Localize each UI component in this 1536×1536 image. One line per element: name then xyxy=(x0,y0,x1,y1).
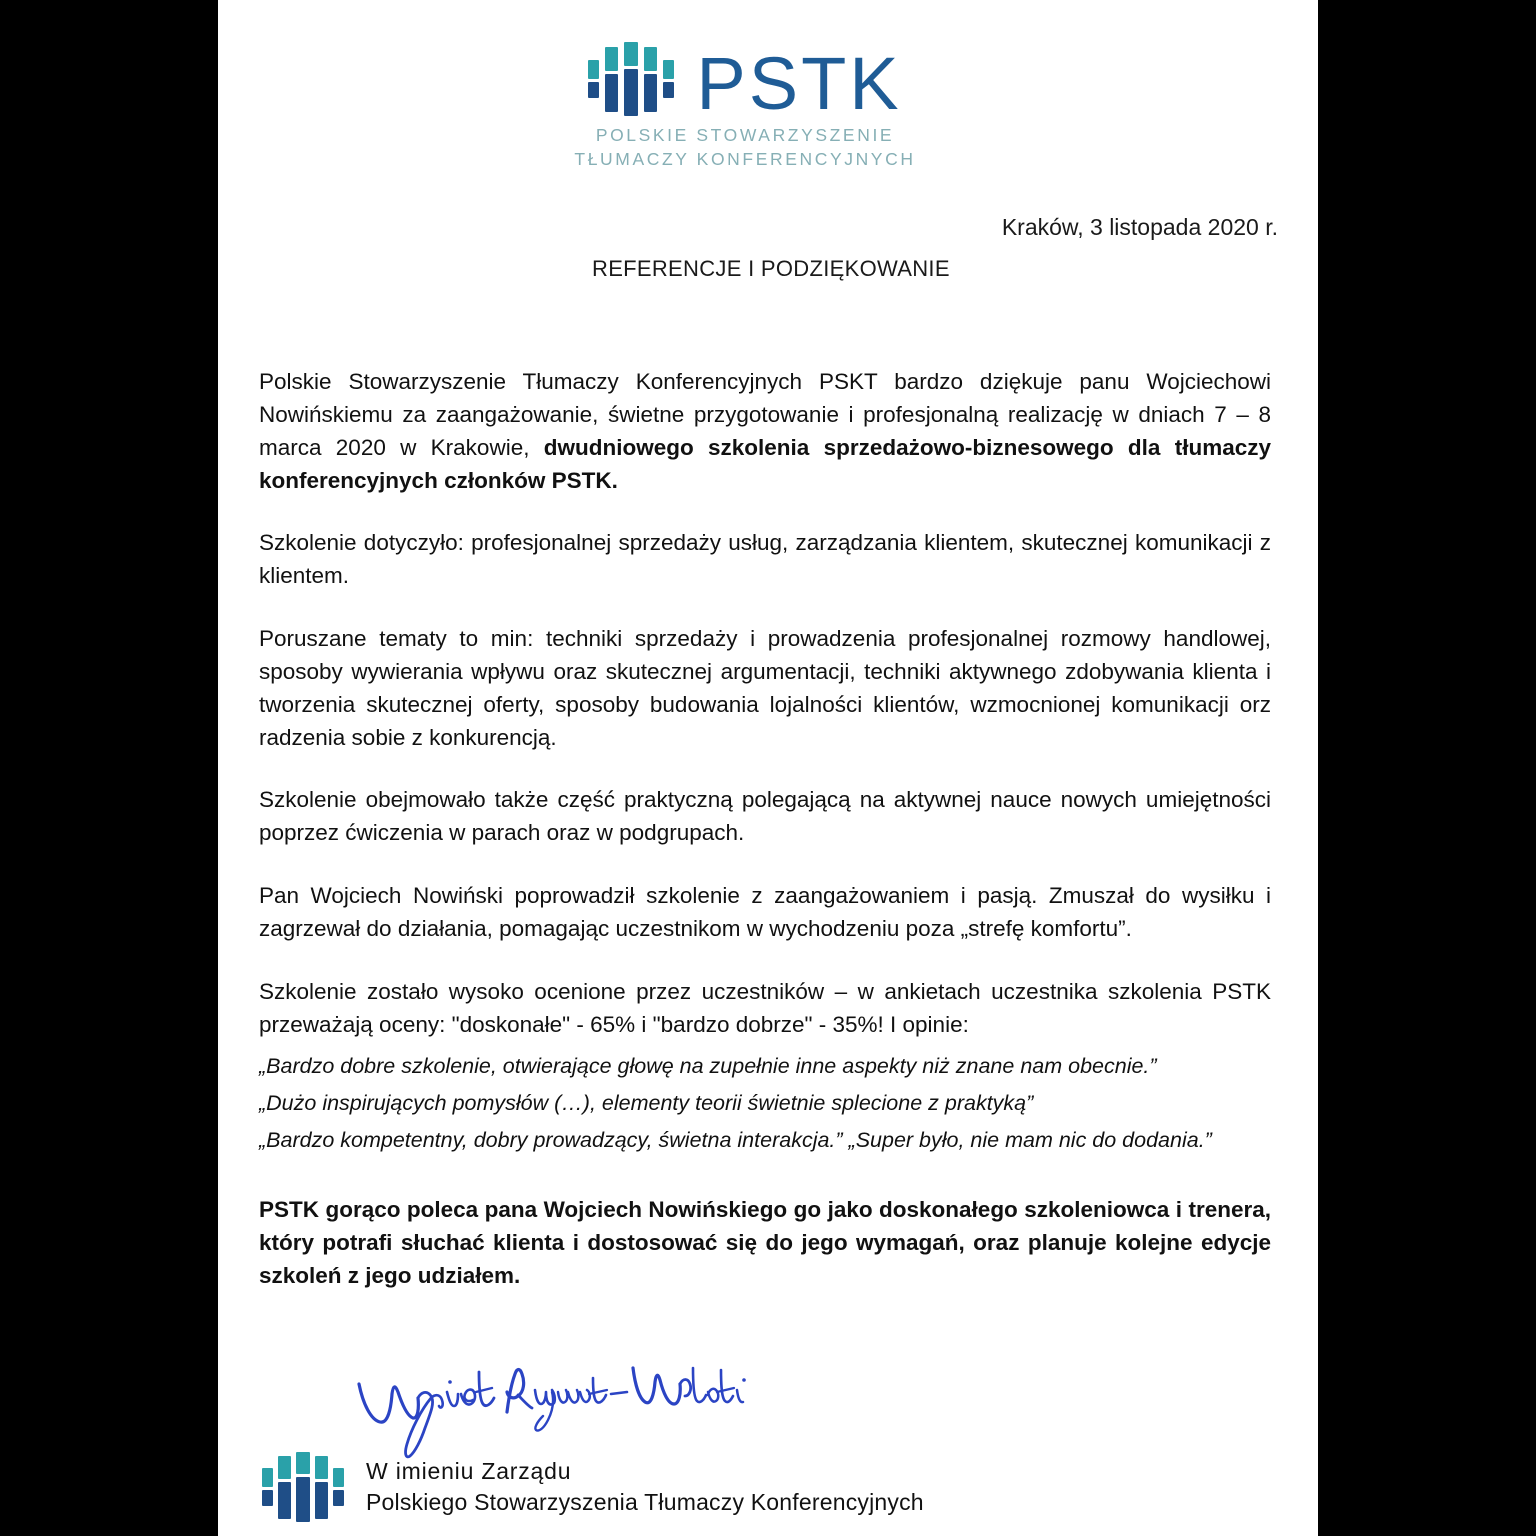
footer-bar-navy xyxy=(296,1477,310,1522)
footer-bar-navy xyxy=(333,1490,344,1506)
logo-bar-column-2 xyxy=(605,42,618,116)
logo-top-row xyxy=(570,38,920,125)
logo-wordmark: PSTK xyxy=(696,41,902,125)
paragraph-trainer: Pan Wojciech Nowiński poprowadził szkolenie z zaangażowaniem i pasją. Zmuszał do wysiłku i zagrzewał do działania, pomagając uczestnikom w wychodzeniu poza „strefę komfortu”. xyxy=(259,883,1271,941)
paragraph-topics: Poruszane tematy to min: techniki sprzedaży i prowadzenia profesjonalnej rozmowy handlowej, sposoby wywierania wpływu oraz skutecznej argumentacji, techniki aktywnego zdobywania klienta i tworzenia skutecznej oferty, sposoby budowania lojalności klientów, wzmocnionej komunikacji orz radzenia sobie z konkurencją. xyxy=(259,626,1271,750)
paragraph-intro-highlight: dwudniowego szkolenia sprzedażowo-biznesowego dla tłumaczy konferencyjnych członków PSTK. xyxy=(259,434,1271,493)
logo-bar-navy xyxy=(663,82,674,98)
footer-bar-column-3 xyxy=(296,1452,310,1522)
logo-tagline-line-1: POLSKIE STOWARZYSZENIE xyxy=(595,125,895,145)
footer-bar-column-5 xyxy=(333,1452,344,1522)
footer-bar-teal xyxy=(262,1468,273,1487)
footer-line-2: Polskiego Stowarzyszenia Tłumaczy Konferencyjnych xyxy=(366,1489,924,1515)
paragraph-ratings: Szkolenie zostało wysoko ocenione przez uczestników – w ankietach uczestnika szkolenia PSTK przeważają oceny: "doskonałe" - 65% i "bardzo dobrze" - 35%! I opinie: xyxy=(259,978,1271,1037)
paragraph-practical: Szkolenie obejmowało także część praktyczną polegającą na aktywnej nauce nowych umiejętności poprzez ćwiczenia w parach oraz w podgrupach. xyxy=(259,787,1271,846)
logo-bar-navy xyxy=(644,74,657,112)
paragraph-scope: Szkolenie dotyczyło: profesjonalnej sprzedaży usług, zarządzania klientem, skutecznej komunikacji z klientem. xyxy=(259,530,1271,589)
logo-bar-navy xyxy=(588,82,599,98)
logo-bar-navy xyxy=(605,74,618,112)
document-date: Kraków, 3 listopada 2020 r. xyxy=(1001,214,1278,240)
logo-bar-navy xyxy=(624,69,638,116)
logo-bar-column-1 xyxy=(588,42,599,116)
paragraph-intro xyxy=(259,366,1271,497)
document-page xyxy=(218,0,1318,1536)
pstk-logo xyxy=(570,38,920,171)
equalizer-bars-icon xyxy=(588,42,674,116)
logo-bar-teal xyxy=(588,60,599,79)
logo-bar-column-3 xyxy=(624,42,638,116)
paragraph-recommendation: PSTK gorąco poleca pana Wojciech Nowińskiego go jako doskonałego szkoleniowca i trenera, który potrafi słuchać klienta i dostosować się do jego wymagań, oraz planuje kolejne edycje szkoleń z jego udziałem. xyxy=(259,1197,1271,1288)
testimonial-quote-2: „Dużo inspirujących pomysłów (…), elementy teorii świetnie splecione z praktyką” xyxy=(259,1090,1034,1115)
logo-bar-teal xyxy=(624,42,638,66)
footer-bar-column-4 xyxy=(315,1452,328,1522)
footer-bar-teal xyxy=(315,1456,328,1479)
footer-bar-column-1 xyxy=(262,1452,273,1522)
testimonial-quote-1: „Bardzo dobre szkolenie, otwierające głowę na zupełnie inne aspekty niż znane nam obecnie.” xyxy=(259,1053,1157,1078)
footer-bar-navy xyxy=(315,1482,328,1519)
footer-bar-teal xyxy=(333,1468,344,1487)
testimonial-quote-3: „Bardzo kompetentny, dobry prowadzący, świetna interakcja.” „Super było, nie mam nic do dodania.” xyxy=(259,1128,1212,1152)
footer-equalizer-bars-icon xyxy=(262,1452,344,1522)
footer-bar-teal xyxy=(296,1452,310,1474)
handwritten-signature xyxy=(355,1348,755,1468)
logo-bar-teal xyxy=(644,47,657,71)
logo-bar-teal xyxy=(605,47,618,71)
footer-bar-teal xyxy=(278,1456,291,1479)
footer-attribution xyxy=(366,1456,924,1518)
logo-bar-column-5 xyxy=(663,42,674,116)
logo-tagline xyxy=(570,124,920,171)
footer-bar-navy xyxy=(262,1490,273,1506)
paragraph-intro-text: Polskie Stowarzyszenie Tłumaczy Konferencyjnych PSKT bardzo dziękuje panu Wojciechowi Nowińskiemu za zaangażowanie, świetne przygotowanie i profesjonalną realizację w dniach 7 – 8 marca 2020 w Krakowie, xyxy=(259,369,1271,460)
logo-bar-column-4 xyxy=(644,42,657,116)
document-body xyxy=(259,366,1271,1293)
footer-line-1: W imieniu Zarządu xyxy=(366,1457,572,1484)
footer-signature-block xyxy=(262,1452,924,1522)
logo-tagline-line-2: TŁUMACZY KONFERENCYJNYCH xyxy=(574,148,916,169)
page-title: REFERENCJE I PODZIĘKOWANIE xyxy=(592,256,950,281)
footer-bar-navy xyxy=(278,1482,291,1519)
footer-bar-column-2 xyxy=(278,1452,291,1522)
logo-bar-teal xyxy=(663,60,674,79)
